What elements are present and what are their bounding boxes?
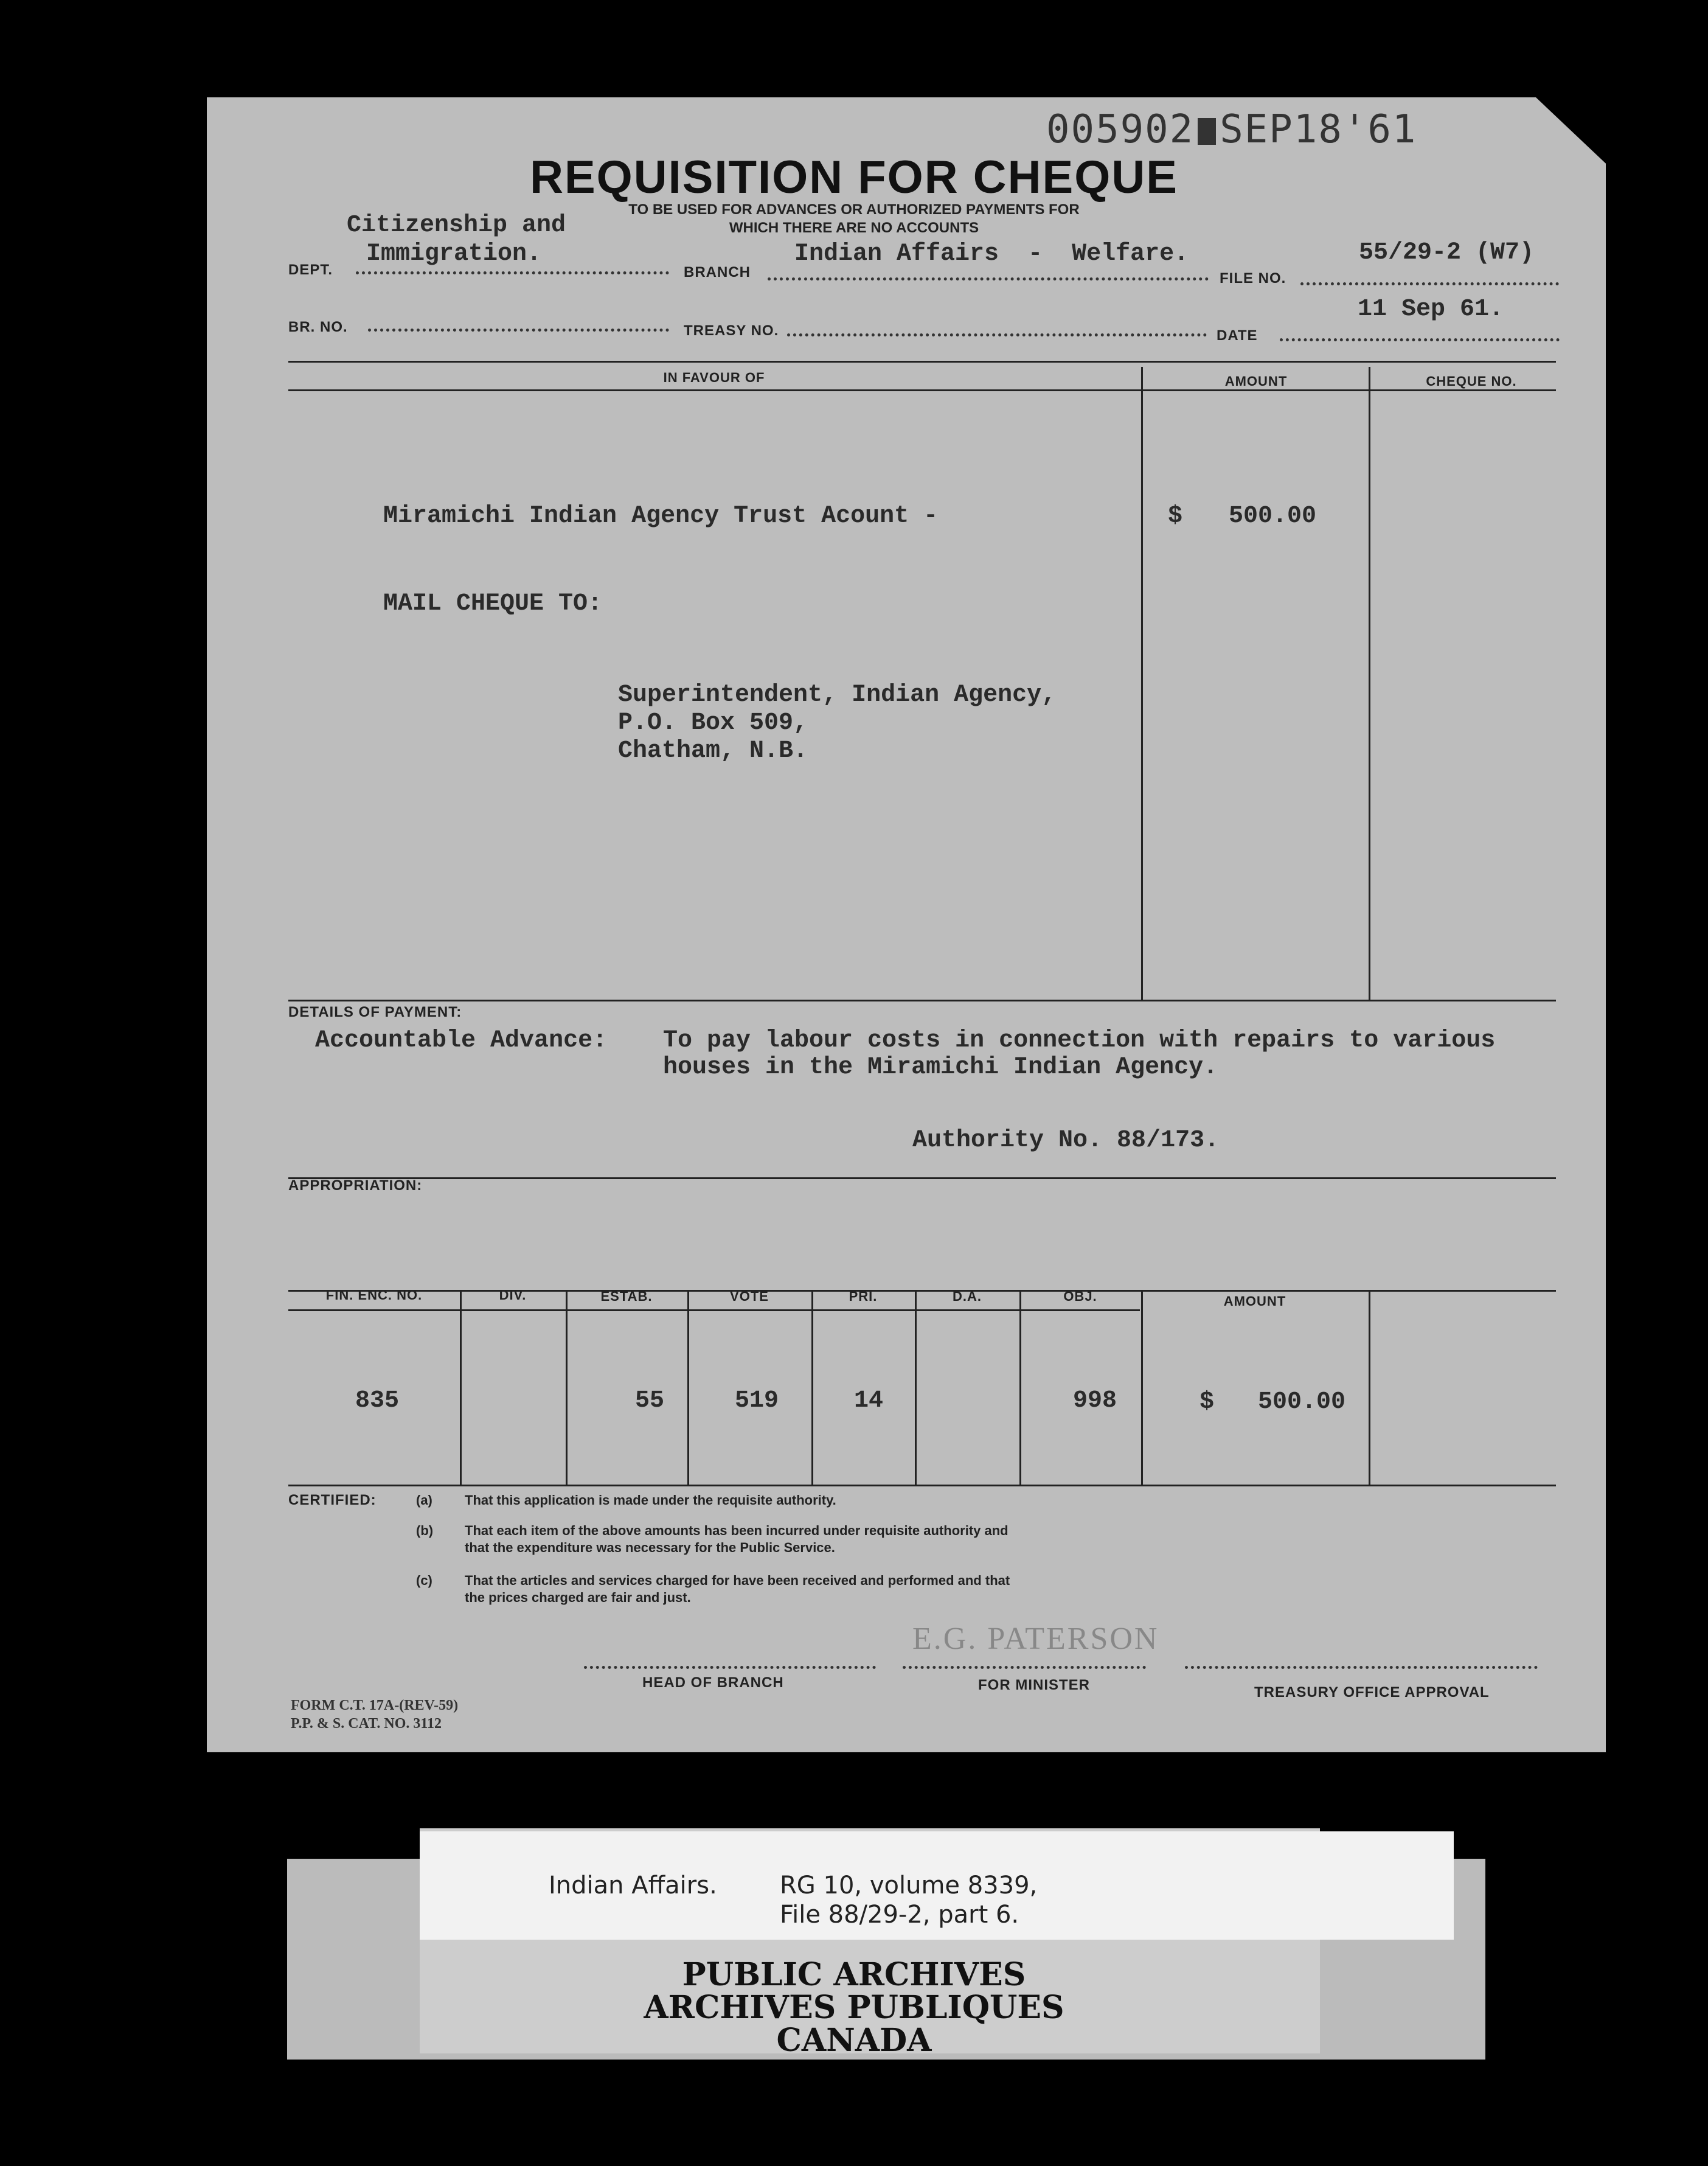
vote-value: 519 <box>735 1387 779 1415</box>
certified-c-text-1: That the articles and services charged for have been received and performed and that <box>465 1573 1010 1588</box>
form-subtitle <box>0 201 1708 237</box>
minister-signature-stamp: E.G. PATERSON <box>912 1621 1159 1656</box>
estab-value: 55 <box>635 1387 665 1415</box>
for-minister-label: FOR MINISTER <box>978 1677 1090 1693</box>
main-table-header-rule <box>288 389 1556 391</box>
payee-amount: 500.00 <box>1229 503 1317 530</box>
appropriation-amount-header: AMOUNT <box>1223 1294 1286 1309</box>
appropriation-divider-4 <box>811 1290 813 1486</box>
stamp-mark <box>1198 118 1216 145</box>
branch-label: BRANCH <box>684 264 751 280</box>
amount-header: AMOUNT <box>1224 374 1288 389</box>
dept-label: DEPT. <box>288 262 333 278</box>
appropriation-divider-7 <box>1141 1290 1143 1486</box>
appropriation-divider-8 <box>1369 1290 1370 1486</box>
obj-header: OBJ. <box>1063 1289 1097 1304</box>
archives-name-fr: ARCHIVES PUBLIQUES <box>644 1989 1064 2026</box>
certified-c-text-2: the prices charged are fair and just. <box>465 1590 691 1605</box>
form-number: FORM C.T. 17A-(REV-59) <box>291 1698 459 1713</box>
archives-country: CANADA <box>776 2022 932 2059</box>
cheque-no-header: CHEQUE NO. <box>1426 374 1517 389</box>
received-stamp <box>1046 107 1417 152</box>
payment-type: Accountable Advance: <box>315 1027 608 1054</box>
archive-source: Indian Affairs. <box>549 1872 717 1900</box>
certified-a-mark: (a) <box>416 1492 432 1508</box>
appropriation-amount-value: 500.00 <box>1258 1388 1346 1416</box>
branch-value: Indian Affairs - Welfare. <box>794 240 1189 268</box>
certified-a-text: That this application is made under the requisite authority. <box>465 1492 836 1508</box>
vote-header: VOTE <box>730 1289 769 1304</box>
treasy-no-label: TREASY NO. <box>684 322 779 339</box>
dept-value-line-1: Citizenship and <box>347 212 566 239</box>
appropriation-divider-1 <box>460 1290 462 1486</box>
certified-b-mark: (b) <box>416 1523 434 1538</box>
form-title: REQUISITION FOR CHEQUE <box>530 151 1178 203</box>
archive-reference-line-2: File 88/29-2, part 6. <box>780 1901 1019 1929</box>
treasury-approval-label: TREASURY OFFICE APPROVAL <box>1254 1684 1490 1701</box>
main-table-divider-amount <box>1141 367 1143 1001</box>
date-value: 11 Sep 61. <box>1358 296 1504 323</box>
archive-reference-line-1: RG 10, volume 8339, <box>780 1872 1038 1900</box>
da-header: D.A. <box>953 1289 982 1304</box>
obj-value: 998 <box>1073 1387 1117 1415</box>
payment-description-line-1: To pay labour costs in connection with repairs to various <box>663 1027 1496 1054</box>
treasy-no-dotted-line <box>787 333 1207 336</box>
div-header: DIV. <box>499 1287 527 1303</box>
stamp-date: SEP18'61 <box>1220 107 1417 152</box>
details-of-payment-label: DETAILS OF PAYMENT: <box>288 1004 462 1020</box>
in-favour-of-header: IN FAVOUR OF <box>663 370 765 385</box>
appropriation-top-rule <box>288 1177 1556 1179</box>
branch-dotted-line <box>768 277 1209 280</box>
certified-b-text-1: That each item of the above amounts has been incurred under requisite authority and <box>465 1523 1008 1538</box>
br-no-label: BR. NO. <box>288 319 348 335</box>
subtitle-line-1: TO BE USED FOR ADVANCES OR AUTHORIZED PAYMENTS FOR <box>628 201 1080 218</box>
appropriation-divider-3 <box>687 1290 689 1486</box>
stamp-number: 005902 <box>1046 107 1195 152</box>
file-no-dotted-line <box>1300 282 1559 285</box>
payee-name: Miramichi Indian Agency Trust Acount - <box>383 503 939 530</box>
minister-signature-line <box>903 1666 1146 1669</box>
address-line-3: Chatham, N.B. <box>618 737 808 765</box>
appropriation-divider-2 <box>566 1290 568 1486</box>
dept-dotted-line <box>356 271 669 274</box>
head-of-branch-signature-line <box>584 1666 876 1669</box>
date-label: DATE <box>1217 327 1258 344</box>
appropriation-table-bottom-rule <box>288 1485 1556 1486</box>
head-of-branch-label: HEAD OF BRANCH <box>642 1674 784 1691</box>
payment-description-line-2: houses in the Miramichi Indian Agency. <box>663 1054 1218 1081</box>
mail-cheque-label: MAIL CHEQUE TO: <box>383 590 603 618</box>
pri-header: PRI. <box>849 1289 878 1304</box>
file-no-value: 55/29-2 (W7) <box>1359 239 1535 266</box>
certified-label: CERTIFIED: <box>288 1492 377 1508</box>
certified-c-mark: (c) <box>416 1573 432 1588</box>
authority-number: Authority No. 88/173. <box>912 1127 1220 1154</box>
form-catalogue-footer <box>291 1696 458 1733</box>
appropriation-label: APPROPRIATION: <box>288 1177 423 1194</box>
main-table-divider-cheque <box>1369 367 1370 1001</box>
subtitle-line-2: WHICH THERE ARE NO ACCOUNTS <box>729 220 979 236</box>
archives-name-en: PUBLIC ARCHIVES <box>682 1956 1026 1993</box>
certified-b-text-2: that the expenditure was necessary for the Public Service. <box>465 1540 835 1555</box>
dept-value-line-2: Immigration. <box>366 240 542 268</box>
fin-enc-no-header: FIN. ENC. NO. <box>325 1287 423 1303</box>
details-top-rule <box>288 1000 1556 1001</box>
br-no-dotted-line <box>368 329 669 332</box>
address-line-1: Superintendent, Indian Agency, <box>618 681 1057 709</box>
main-table-top-rule <box>288 361 1556 363</box>
address-line-2: P.O. Box 509, <box>618 709 808 737</box>
appropriation-amount-symbol: $ <box>1199 1388 1215 1416</box>
appropriation-header-rule <box>288 1309 1140 1311</box>
pri-value: 14 <box>854 1387 884 1415</box>
treasury-signature-line <box>1185 1666 1538 1669</box>
amount-symbol: $ <box>1168 503 1183 530</box>
catalogue-number: P.P. & S. CAT. NO. 3112 <box>291 1716 442 1732</box>
estab-header: ESTAB. <box>600 1289 653 1304</box>
file-no-label: FILE NO. <box>1220 270 1286 287</box>
fin-enc-no-value: 835 <box>355 1387 400 1415</box>
date-dotted-line <box>1280 338 1560 341</box>
appropriation-divider-6 <box>1019 1290 1021 1486</box>
appropriation-divider-5 <box>915 1290 917 1486</box>
